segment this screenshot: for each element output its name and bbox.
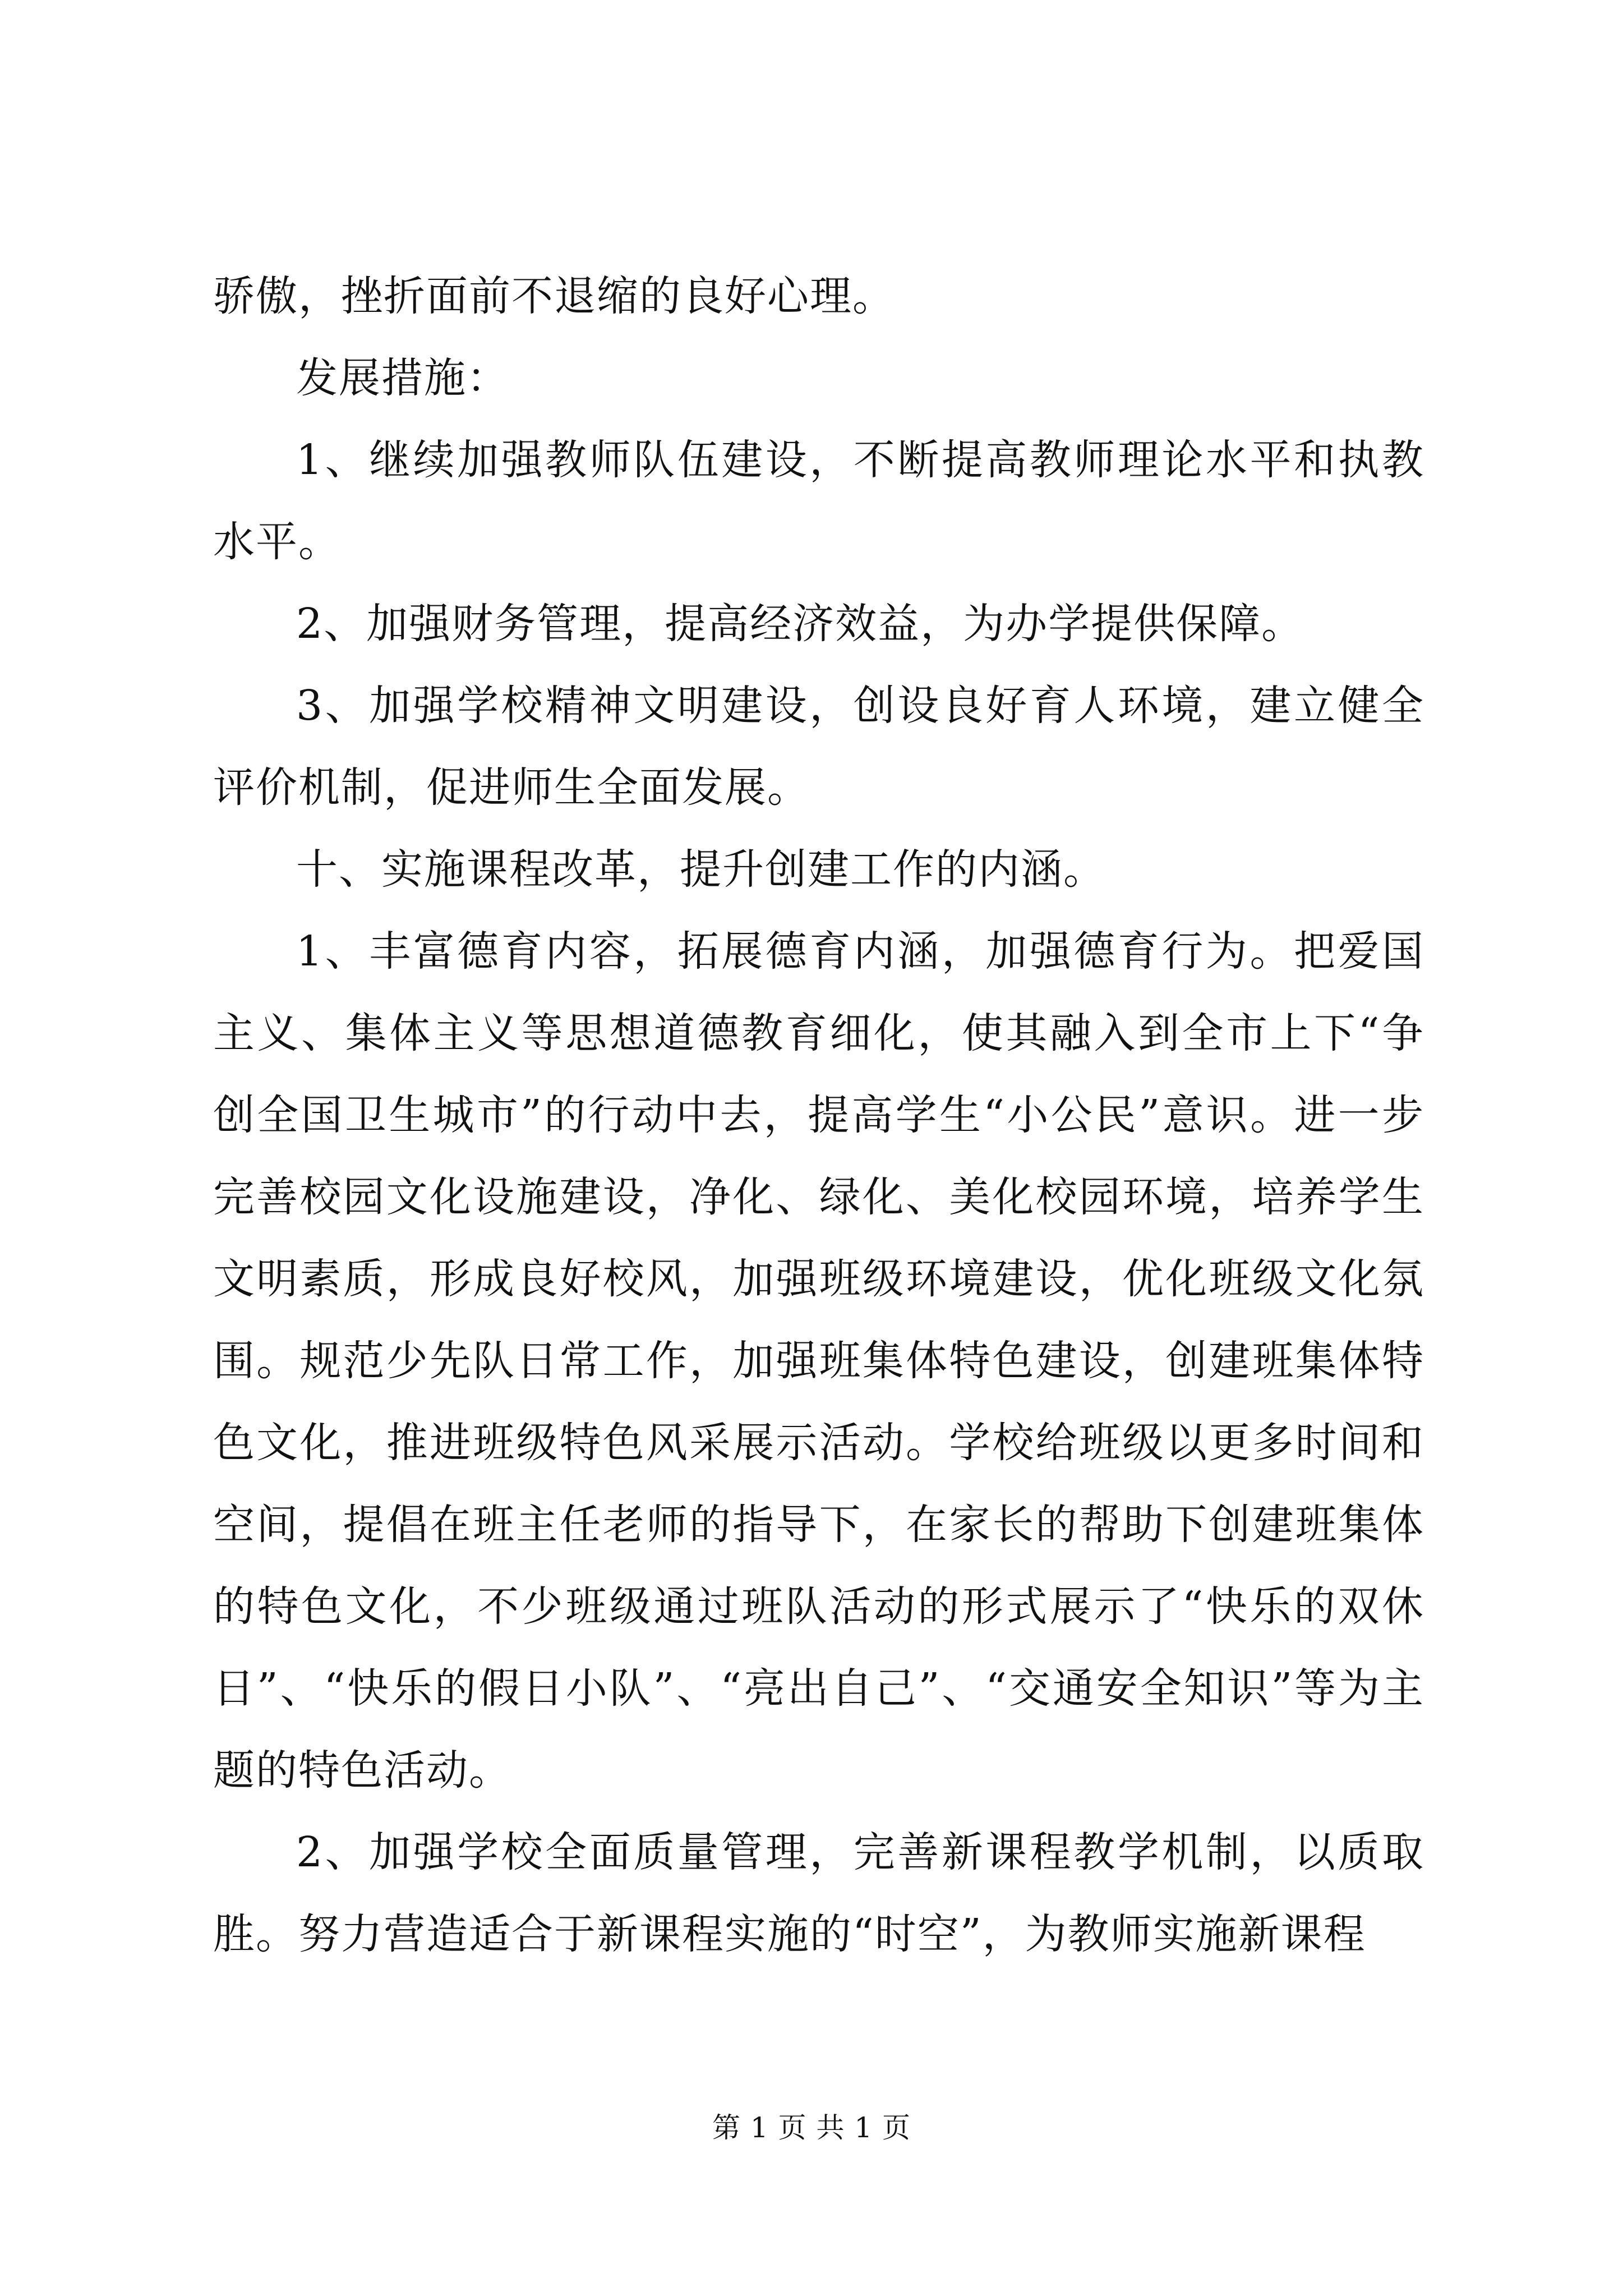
page-footer: 第 1 页 共 1 页 (712, 2111, 911, 2144)
paragraph-measure-1: 1、继续加强教师队伍建设，不断提高教师理论水平和执教水平。 (213, 436, 1424, 566)
paragraph-heading-measures: 发展措施： (296, 354, 509, 402)
paragraph-measure-3: 3、加强学校精神文明建设，创设良好育人环境，建立健全评价机制，促进师生全面发展。 (213, 682, 1424, 812)
paragraph-section-ten-heading: 十、实施课程改革，提升创建工作的内涵。 (296, 845, 1106, 894)
paragraph-measure-2: 2、加强财务管理，提高经济效益，为办学提供保障。 (296, 600, 1304, 648)
paragraph-section-ten-item-2: 2、加强学校全面质量管理，完善新课程教学机制，以质取胜。努力营造适合于新课程实施的“时空”，为教师实施新课程 (213, 1828, 1424, 1958)
paragraph-continuation: 骄傲，挫折面前不退缩的良好心理。 (213, 272, 895, 320)
document-body (213, 255, 1424, 1975)
paragraph-section-ten-item-1: 1、丰富德育内容，拓展德育内涵，加强德育行为。把爱国主义、集体主义等思想道德教育细化，使其融入到全市上下“争创全国卫生城市”的行动中去，提高学生“小公民”意识。进一步完善校园文化设施建设，净化、绿化、美化校园环境，培养学生文明素质，形成良好校风，加强班级环境建设，优化班级文化氛围。规范少先队日常工作，加强班集体特色建设，创建班集体特色文化，推进班级特色风采展示活动。学校给班级以更多时间和空间，提倡在班主任老师的指导下，在家长的帮助下创建班集体的特色文化，不少班级通过班队活动的形式展示了“快乐的双休日”、“快乐的假日小队”、“亮出自己”、“交通安全知识”等为主题的特色活动。 (213, 927, 1424, 1795)
